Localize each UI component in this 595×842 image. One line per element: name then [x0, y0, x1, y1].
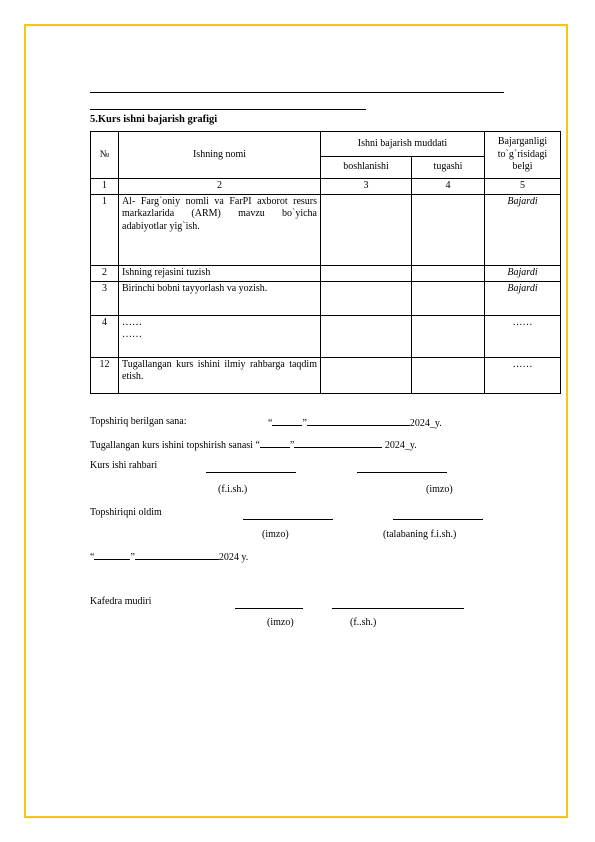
top-rule-2	[90, 109, 366, 110]
quote-close: ”	[130, 552, 135, 563]
row-name: Ishning rejasini tuzish	[119, 265, 321, 281]
month-blank[interactable]	[294, 438, 382, 448]
student-fish-label: (talabaning f.i.sh.)	[383, 529, 457, 540]
head-sign-blank[interactable]	[235, 599, 303, 609]
index-cell: 4	[412, 179, 485, 195]
row-end	[412, 194, 485, 265]
received-date	[90, 550, 248, 563]
row-end	[412, 315, 485, 357]
table-title: 5.Kurs ishni bajarish grafigi	[90, 114, 218, 125]
index-cell: 3	[321, 179, 412, 195]
row-start	[321, 357, 412, 393]
year-text: 2024_y.	[409, 418, 442, 429]
header-period: Ishni bajarish muddati	[321, 132, 485, 157]
received-label: Topshiriqni oldim	[90, 507, 162, 518]
row-mark: ……	[485, 315, 561, 357]
month-blank[interactable]	[307, 416, 410, 426]
row-name-line: ……	[122, 316, 142, 328]
row-num: 12	[91, 357, 119, 393]
index-cell: 1	[91, 179, 119, 195]
table-row	[91, 315, 561, 357]
imzo-label-2: (imzo)	[262, 529, 289, 540]
supervisor-sign-blank[interactable]	[357, 463, 447, 473]
index-cell: 2	[119, 179, 321, 195]
supervisor-label: Kurs ishi rahbari	[90, 460, 158, 471]
row-name: Al- Farg`oniy nomli va FarPI axborot resurs markazlarida (ARM) mavzu bo`yicha adabiyotlar yig`ish.	[119, 194, 321, 265]
header-done-mark: Bajarganligi to`g`risidagi belgi	[485, 132, 561, 179]
quote-close: ”	[289, 440, 295, 451]
table-row	[91, 194, 561, 265]
quote-close: ”	[302, 418, 307, 429]
row-start	[321, 315, 412, 357]
header-end: tugashi	[412, 157, 485, 179]
fsh-label: (f..sh.)	[350, 617, 377, 628]
quote-open: “	[90, 552, 95, 563]
row-start	[321, 194, 412, 265]
task-given-date	[268, 416, 442, 429]
row-num: 2	[91, 265, 119, 281]
submitted-label: Tugallangan kurs ishini topshirish sanasi “	[90, 440, 260, 451]
quote-open: “	[268, 418, 273, 429]
month-blank[interactable]	[135, 550, 219, 560]
day-blank[interactable]	[260, 438, 290, 448]
imzo-label-3: (imzo)	[267, 617, 294, 628]
supervisor-name-blank[interactable]	[206, 463, 296, 473]
head-label: Kafedra mudiri	[90, 596, 152, 607]
header-start: boshlanishi	[321, 157, 412, 179]
row-name-line: ……	[122, 329, 142, 340]
row-mark: Bajardi	[485, 265, 561, 281]
row-end	[412, 265, 485, 281]
index-cell: 5	[485, 179, 561, 195]
row-mark: ……	[485, 357, 561, 393]
head-name-blank[interactable]	[332, 599, 464, 609]
table-row	[91, 281, 561, 315]
header-name: Ishning nomi	[119, 132, 321, 179]
top-rule-1	[90, 92, 504, 93]
index-row	[91, 179, 561, 195]
row-name	[119, 315, 321, 357]
day-blank[interactable]	[94, 550, 130, 560]
row-end	[412, 357, 485, 393]
row-name: Birinchi bobni tayyorlash va yozish.	[119, 281, 321, 315]
header-num: №	[91, 132, 119, 179]
day-blank[interactable]	[272, 416, 302, 426]
student-name-blank[interactable]	[393, 510, 483, 520]
year-text: 2024 y.	[218, 552, 249, 563]
row-num: 3	[91, 281, 119, 315]
task-given-label: Topshiriq berilgan sana:	[90, 416, 187, 427]
imzo-label: (imzo)	[426, 484, 453, 495]
received-sign-blank[interactable]	[243, 510, 333, 520]
row-num: 4	[91, 315, 119, 357]
row-num: 1	[91, 194, 119, 265]
row-start	[321, 265, 412, 281]
submitted-date	[90, 438, 417, 451]
table-row	[91, 357, 561, 393]
row-name: Tugallangan kurs ishini ilmiy rahbarga taqdim etish.	[119, 357, 321, 393]
fish-label: (f.i.sh.)	[218, 484, 248, 495]
row-mark: Bajardi	[485, 194, 561, 265]
row-start	[321, 281, 412, 315]
row-mark: Bajardi	[485, 281, 561, 315]
year-text: 2024_y.	[382, 440, 417, 451]
row-end	[412, 281, 485, 315]
table-row	[91, 265, 561, 281]
schedule-table	[90, 131, 561, 394]
